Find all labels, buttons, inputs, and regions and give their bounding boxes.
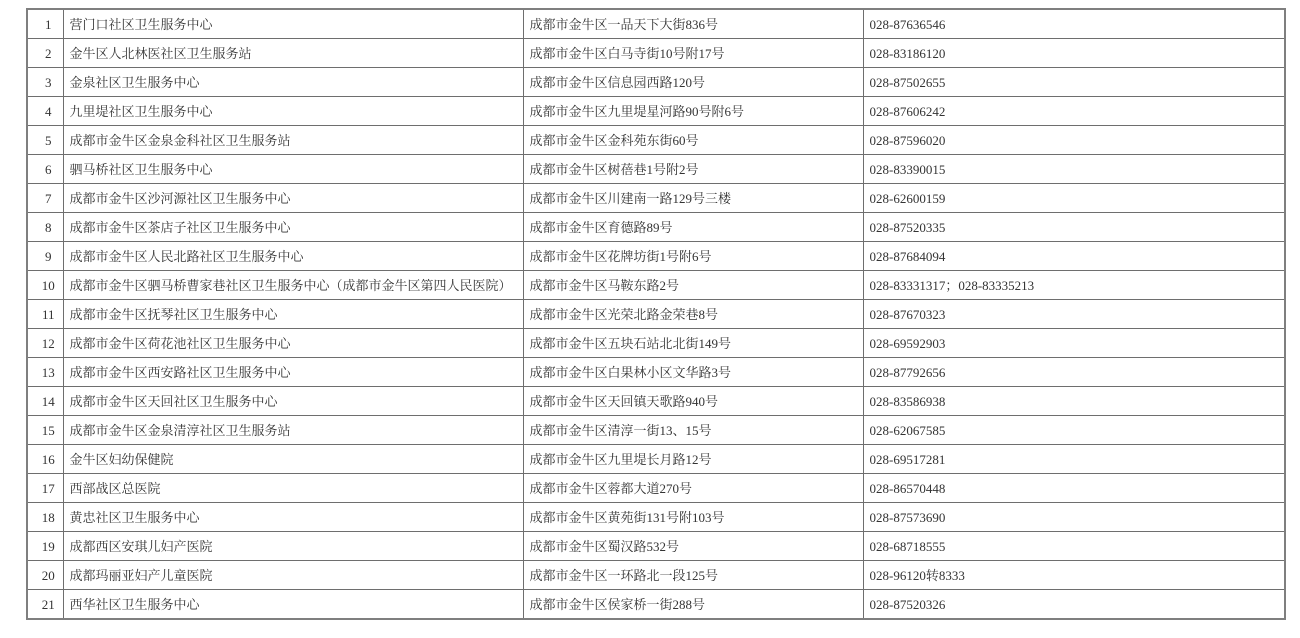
table-row <box>27 445 1285 474</box>
facility-name-cell: 成都市金牛区金泉清淳社区卫生服务站 <box>63 416 523 445</box>
phone-cell: 028-83586938 <box>863 387 1285 416</box>
address-cell: 成都市金牛区蓉都大道270号 <box>523 474 863 503</box>
phone-cell: 028-87606242 <box>863 97 1285 126</box>
address-cell: 成都市金牛区育德路89号 <box>523 213 863 242</box>
facility-name-cell: 成都市金牛区驷马桥曹家巷社区卫生服务中心（成都市金牛区第四人民医院） <box>63 271 523 300</box>
table-row <box>27 184 1285 213</box>
address-cell: 成都市金牛区树蓓巷1号附2号 <box>523 155 863 184</box>
facility-name-cell: 九里堤社区卫生服务中心 <box>63 97 523 126</box>
row-index-cell: 6 <box>27 155 63 184</box>
row-index-cell: 16 <box>27 445 63 474</box>
facility-name-cell: 成都市金牛区茶店子社区卫生服务中心 <box>63 213 523 242</box>
facility-name-cell: 成都市金牛区金泉金科社区卫生服务站 <box>63 126 523 155</box>
table-row <box>27 271 1285 300</box>
phone-cell: 028-87792656 <box>863 358 1285 387</box>
phone-cell: 028-87502655 <box>863 68 1285 97</box>
facility-name-cell: 成都市金牛区抚琴社区卫生服务中心 <box>63 300 523 329</box>
phone-cell: 028-87596020 <box>863 126 1285 155</box>
table-row <box>27 561 1285 590</box>
phone-cell: 028-87520326 <box>863 590 1285 620</box>
table-row <box>27 474 1285 503</box>
row-index-cell: 15 <box>27 416 63 445</box>
phone-cell: 028-96120转8333 <box>863 561 1285 590</box>
table-row <box>27 416 1285 445</box>
row-index-cell: 12 <box>27 329 63 358</box>
phone-cell: 028-87573690 <box>863 503 1285 532</box>
address-cell: 成都市金牛区天回镇天歌路940号 <box>523 387 863 416</box>
phone-cell: 028-83390015 <box>863 155 1285 184</box>
phone-cell: 028-83186120 <box>863 39 1285 68</box>
facility-name-cell: 西华社区卫生服务中心 <box>63 590 523 620</box>
row-index-cell: 1 <box>27 9 63 39</box>
row-index-cell: 18 <box>27 503 63 532</box>
row-index-cell: 2 <box>27 39 63 68</box>
address-cell: 成都市金牛区白果林小区文华路3号 <box>523 358 863 387</box>
table-row <box>27 590 1285 620</box>
address-cell: 成都市金牛区花牌坊街1号附6号 <box>523 242 863 271</box>
phone-cell: 028-69592903 <box>863 329 1285 358</box>
address-cell: 成都市金牛区黄苑街131号附103号 <box>523 503 863 532</box>
facility-name-cell: 金牛区人北林医社区卫生服务站 <box>63 39 523 68</box>
facility-table-body <box>27 9 1285 619</box>
table-row <box>27 358 1285 387</box>
address-cell: 成都市金牛区一环路北一段125号 <box>523 561 863 590</box>
facility-name-cell: 成都市金牛区荷花池社区卫生服务中心 <box>63 329 523 358</box>
address-cell: 成都市金牛区五块石站北北街149号 <box>523 329 863 358</box>
table-row <box>27 300 1285 329</box>
facility-name-cell: 黄忠社区卫生服务中心 <box>63 503 523 532</box>
row-index-cell: 14 <box>27 387 63 416</box>
row-index-cell: 17 <box>27 474 63 503</box>
row-index-cell: 9 <box>27 242 63 271</box>
address-cell: 成都市金牛区清淳一街13、15号 <box>523 416 863 445</box>
facility-name-cell: 成都市金牛区沙河源社区卫生服务中心 <box>63 184 523 213</box>
table-row <box>27 242 1285 271</box>
facility-name-cell: 成都市金牛区天回社区卫生服务中心 <box>63 387 523 416</box>
facility-name-cell: 成都西区安琪儿妇产医院 <box>63 532 523 561</box>
row-index-cell: 13 <box>27 358 63 387</box>
row-index-cell: 8 <box>27 213 63 242</box>
phone-cell: 028-87636546 <box>863 9 1285 39</box>
phone-cell: 028-69517281 <box>863 445 1285 474</box>
row-index-cell: 19 <box>27 532 63 561</box>
address-cell: 成都市金牛区九里堤星河路90号附6号 <box>523 97 863 126</box>
row-index-cell: 4 <box>27 97 63 126</box>
address-cell: 成都市金牛区蜀汉路532号 <box>523 532 863 561</box>
facility-name-cell: 西部战区总医院 <box>63 474 523 503</box>
facility-name-cell: 成都市金牛区人民北路社区卫生服务中心 <box>63 242 523 271</box>
row-index-cell: 20 <box>27 561 63 590</box>
phone-cell: 028-62067585 <box>863 416 1285 445</box>
table-row <box>27 68 1285 97</box>
facility-name-cell: 成都玛丽亚妇产儿童医院 <box>63 561 523 590</box>
address-cell: 成都市金牛区一品天下大街836号 <box>523 9 863 39</box>
facility-name-cell: 金牛区妇幼保健院 <box>63 445 523 474</box>
address-cell: 成都市金牛区光荣北路金荣巷8号 <box>523 300 863 329</box>
row-index-cell: 21 <box>27 590 63 620</box>
address-cell: 成都市金牛区马鞍东路2号 <box>523 271 863 300</box>
row-index-cell: 3 <box>27 68 63 97</box>
row-index-cell: 7 <box>27 184 63 213</box>
table-row <box>27 97 1285 126</box>
facility-name-cell: 金泉社区卫生服务中心 <box>63 68 523 97</box>
row-index-cell: 11 <box>27 300 63 329</box>
phone-cell: 028-87520335 <box>863 213 1285 242</box>
address-cell: 成都市金牛区侯家桥一街288号 <box>523 590 863 620</box>
phone-cell: 028-87670323 <box>863 300 1285 329</box>
table-row <box>27 532 1285 561</box>
address-cell: 成都市金牛区信息园西路120号 <box>523 68 863 97</box>
table-row <box>27 9 1285 39</box>
table-row <box>27 503 1285 532</box>
facility-name-cell: 成都市金牛区西安路社区卫生服务中心 <box>63 358 523 387</box>
row-index-cell: 10 <box>27 271 63 300</box>
table-row <box>27 213 1285 242</box>
row-index-cell: 5 <box>27 126 63 155</box>
health-facility-table <box>26 8 1286 620</box>
facility-name-cell: 驷马桥社区卫生服务中心 <box>63 155 523 184</box>
address-cell: 成都市金牛区白马寺街10号附17号 <box>523 39 863 68</box>
phone-cell: 028-86570448 <box>863 474 1285 503</box>
phone-cell: 028-62600159 <box>863 184 1285 213</box>
facility-name-cell: 营门口社区卫生服务中心 <box>63 9 523 39</box>
address-cell: 成都市金牛区九里堤长月路12号 <box>523 445 863 474</box>
table-row <box>27 126 1285 155</box>
phone-cell: 028-68718555 <box>863 532 1285 561</box>
table-row <box>27 329 1285 358</box>
address-cell: 成都市金牛区川建南一路129号三楼 <box>523 184 863 213</box>
phone-cell: 028-83331317；028-83335213 <box>863 271 1285 300</box>
phone-cell: 028-87684094 <box>863 242 1285 271</box>
table-row <box>27 387 1285 416</box>
table-row <box>27 155 1285 184</box>
table-row <box>27 39 1285 68</box>
address-cell: 成都市金牛区金科苑东街60号 <box>523 126 863 155</box>
